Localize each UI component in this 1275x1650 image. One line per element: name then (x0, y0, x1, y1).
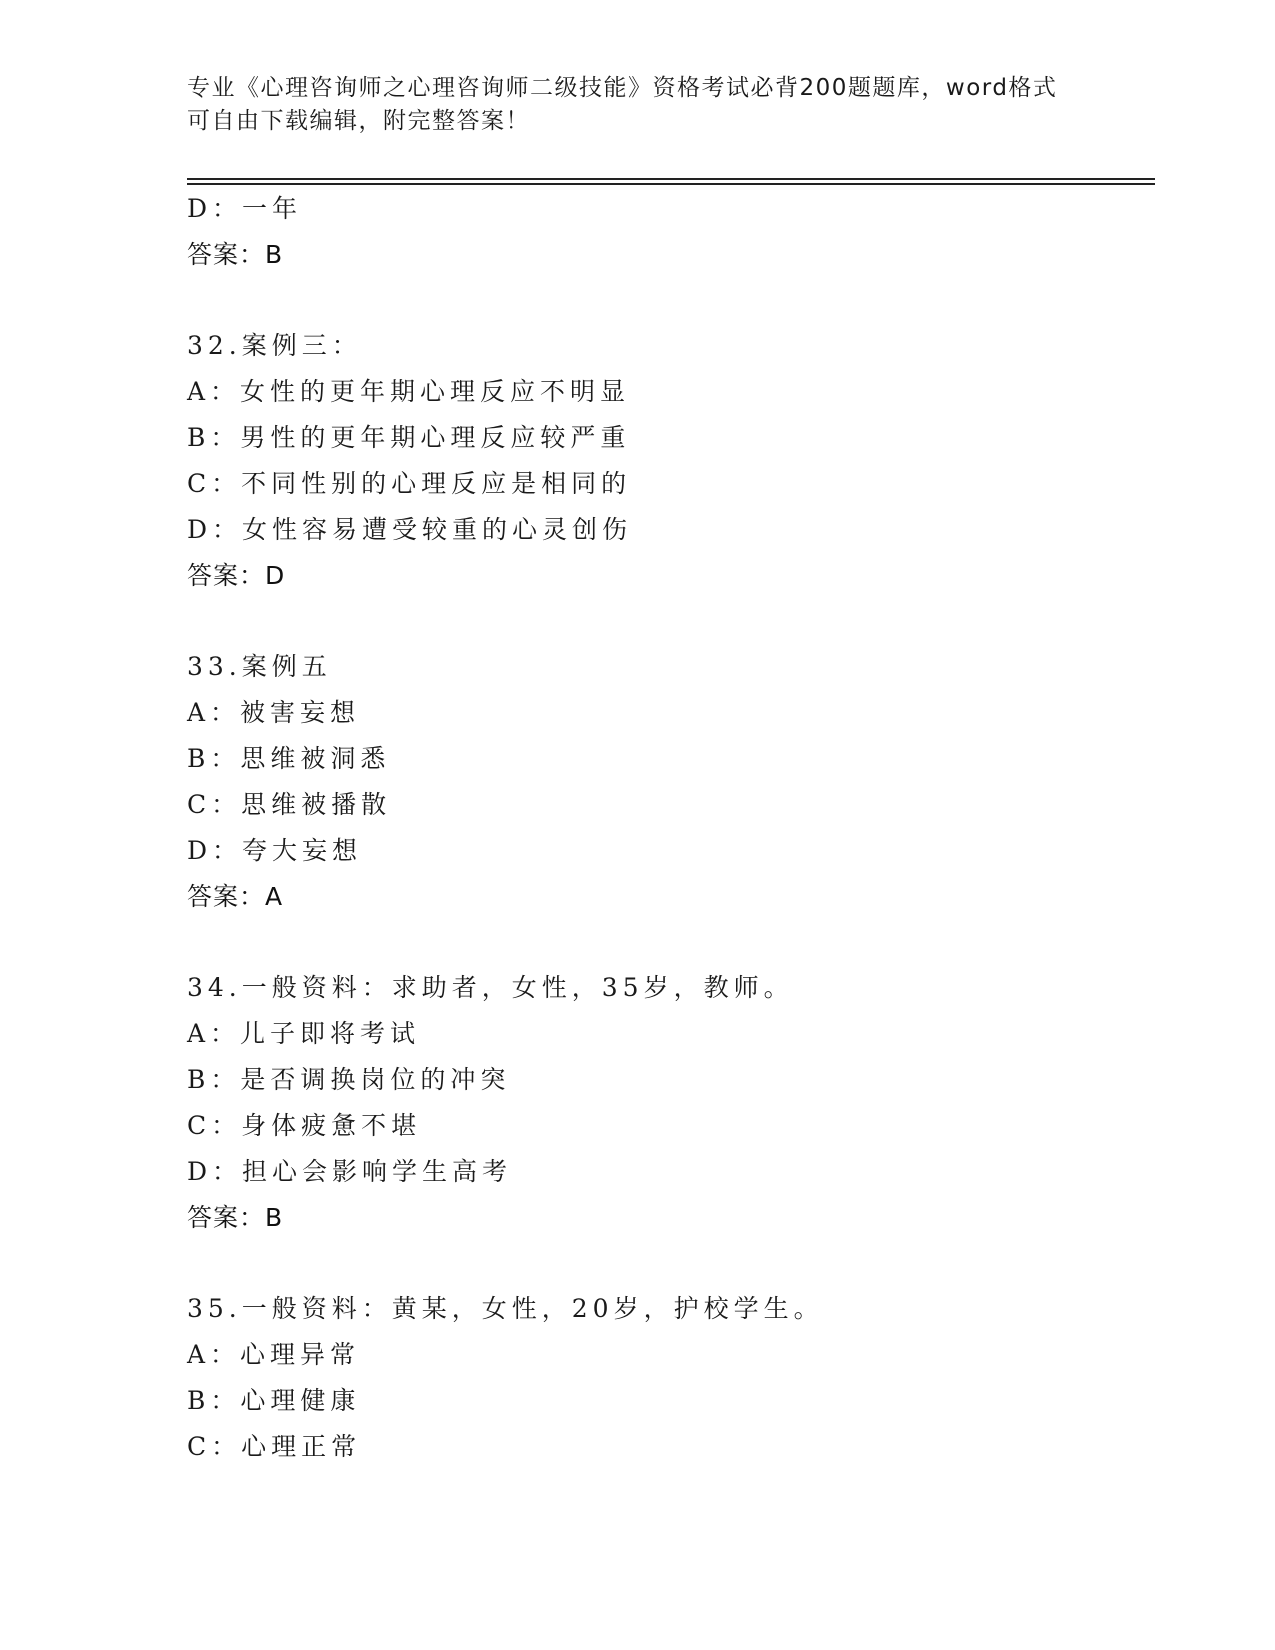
question-35 (187, 1286, 1147, 1470)
option-b: B：男性的更年期心理反应较严重 (187, 423, 631, 452)
question-stem: 35.一般资料：黄某，女性，20岁，护校学生。 (187, 1294, 824, 1323)
carry-over-option-d: D：一年 (187, 194, 303, 223)
option-b: B：心理健康 (187, 1386, 361, 1415)
option-d: D：女性容易遭受较重的心灵创伤 (187, 515, 633, 544)
question-33 (187, 644, 1147, 920)
option-a: A：被害妄想 (187, 698, 361, 727)
option-a: A：女性的更年期心理反应不明显 (187, 377, 631, 406)
option-a: A：儿子即将考试 (187, 1019, 421, 1048)
header-rule-bottom (187, 183, 1155, 185)
document-header (187, 72, 1087, 138)
header-title-line-2: 可自由下载编辑，附完整答案！ (187, 108, 530, 134)
answer-line: 答案：D (187, 561, 286, 590)
option-c: C：心理正常 (187, 1432, 362, 1461)
question-34 (187, 965, 1147, 1241)
question-stem: 33.案例五 (187, 652, 332, 681)
answer-line: 答案：B (187, 1203, 284, 1232)
question-list (187, 186, 1147, 1470)
option-c: C：不同性别的心理反应是相同的 (187, 469, 632, 498)
option-d: D：夸大妄想 (187, 836, 363, 865)
question-stem: 32.案例三： (187, 331, 362, 360)
carry-over-answer: 答案：B (187, 240, 284, 269)
option-c: C：身体疲惫不堪 (187, 1111, 422, 1140)
option-b: B：是否调换岗位的冲突 (187, 1065, 511, 1094)
header-title-line-1: 专业《心理咨询师之心理咨询师二级技能》资格考试必背200题题库，word格式 (187, 75, 1058, 101)
option-a: A：心理异常 (187, 1340, 361, 1369)
answer-line: 答案：A (187, 882, 284, 911)
header-rule-top (187, 178, 1155, 180)
question-32 (187, 323, 1147, 599)
question-stem: 34.一般资料：求助者，女性，35岁，教师。 (187, 973, 794, 1002)
option-c: C：思维被播散 (187, 790, 392, 819)
option-b: B：思维被洞悉 (187, 744, 391, 773)
option-d: D：担心会影响学生高考 (187, 1157, 513, 1186)
